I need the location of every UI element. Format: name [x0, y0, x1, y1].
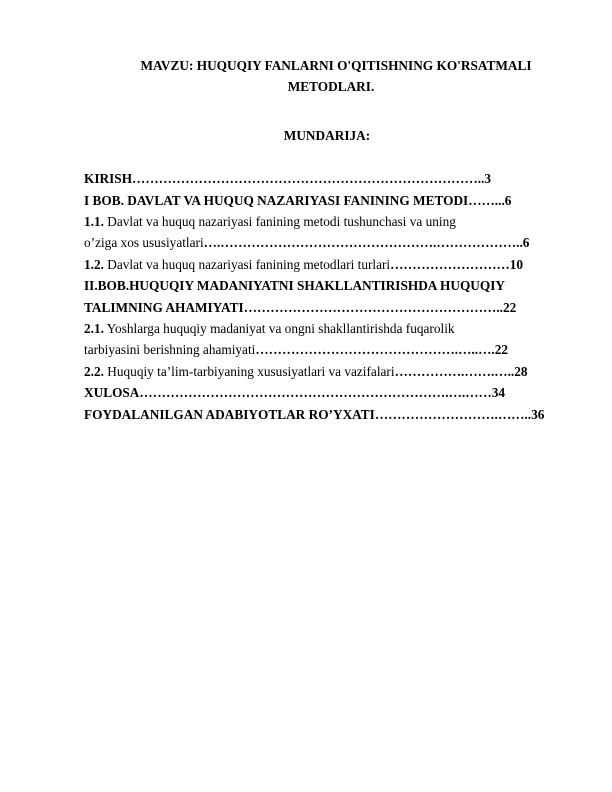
toc-text: 1.2. [84, 257, 104, 272]
toc-text: Davlat va huquq nazariyasi fanining metodlari turlari [103, 257, 391, 272]
toc-text: FOYDALANILGAN ADABIYOTLAR RO’YXATI……………………….……..36 [84, 407, 545, 422]
toc-line [84, 235, 529, 251]
toc-text: I BOB. DAVLAT VA HUQUQ NAZARIYASI FANINING METODI……...6 [84, 193, 512, 208]
toc-text: 2.1. [84, 321, 104, 336]
toc-text: o’ziga xos ususiyatlari [84, 235, 204, 250]
toc-line [84, 342, 508, 358]
toc-text: KIRISH……………………………………………………………………..3 [84, 171, 492, 186]
toc-text: …………….…….…..28 [394, 364, 528, 379]
toc-line [84, 193, 511, 209]
toc-line [84, 300, 516, 316]
document-title-line-1: MAVZU: HUQUQIY FANLARNI O'QITISHNING KO'RSATMALI [140, 58, 532, 73]
toc-text: Davlat va huquq nazariyasi fanining metodi tushunchasi va uning [103, 214, 456, 229]
toc-line [84, 385, 505, 401]
document-title-line-2: METODLARI. [287, 79, 375, 94]
toc-text: ………………………10 [390, 257, 524, 272]
toc-text: ……………………………………….…..….22 [255, 342, 508, 357]
toc-line [84, 171, 491, 187]
contents-heading: MUNDARIJA: [283, 128, 371, 143]
toc-line [84, 278, 505, 294]
toc-line [84, 321, 455, 337]
toc-text: II.BOB.HUQUQIY MADANIYATNI SHAKLLANTIRISHDA HUQUQIY [84, 278, 506, 293]
toc-text: tarbiyasini berishning ahamiyati [84, 342, 256, 357]
toc-text: ….………………………………………….………………..6 [203, 235, 530, 250]
toc-text: Yoshlarga huquqiy madaniyat va ongni shakllantirishda fuqarolik [103, 321, 455, 336]
toc-line [84, 214, 456, 230]
toc-text: Huquqiy ta’lim-tarbiyaning xususiyatlari va vazifalari [103, 364, 395, 379]
toc-text: XULOSA…………………………………………………………….….……34 [84, 385, 506, 400]
toc-text: 1.1. [84, 214, 104, 229]
toc-line [84, 407, 544, 423]
toc-text: TALIMNING AHAMIYATI…………………………………………………..22 [84, 300, 517, 315]
toc-line [84, 257, 523, 273]
toc-text: 2.2. [84, 364, 104, 379]
toc-line [84, 364, 528, 380]
